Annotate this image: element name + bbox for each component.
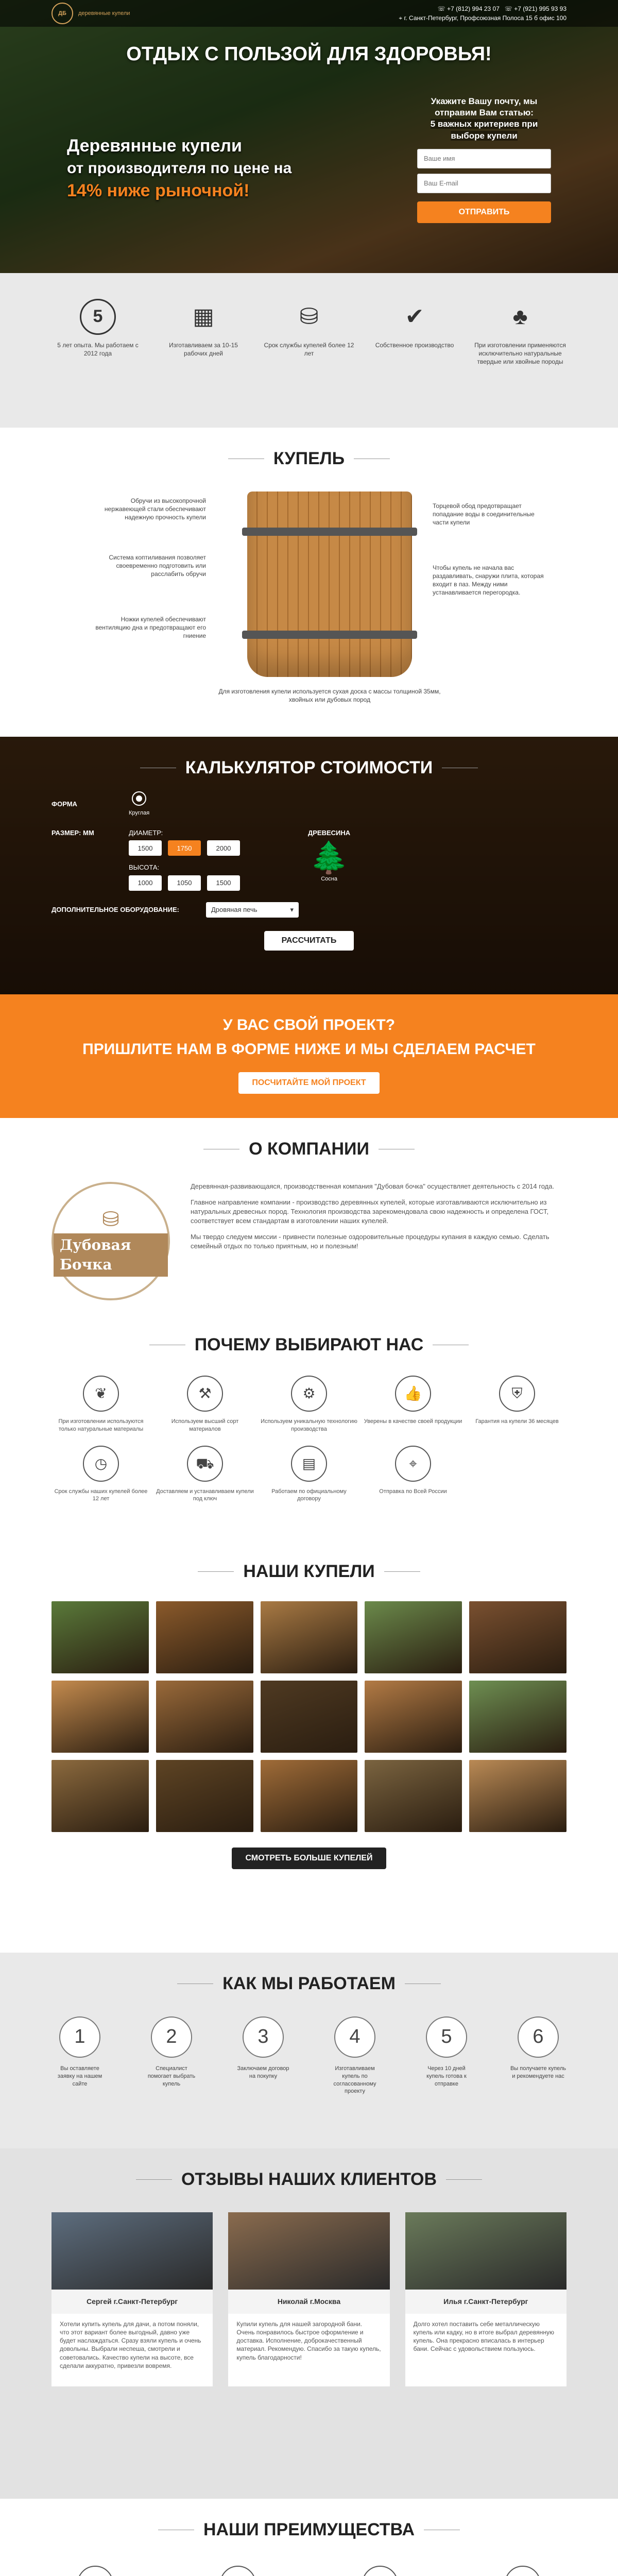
step-number: 3 [243,2016,284,2058]
hero-offer-line-2: от производителя по цене на [67,160,292,177]
how-title: КАК МЫ РАБОТАЕМ [52,1953,566,1996]
gallery-photo[interactable] [156,1681,253,1753]
feature-text: Срок службы купелей более 12 лет [264,342,354,358]
calculator-section [0,737,618,994]
tools-icon: ⚙ [291,1376,327,1412]
calc-title: КАЛЬКУЛЯТОР СТОИМОСТИ [52,737,566,780]
leaf-icon: ❦ [83,1376,119,1412]
gallery-photo[interactable] [365,1760,462,1832]
why-item [52,1376,150,1433]
brush-icon [362,2566,398,2576]
header-phone-2[interactable]: +7 (921) 995 93 93 [514,5,566,12]
hero-email-input[interactable] [417,174,551,193]
step-number: 6 [518,2016,559,2058]
kupel-footnote: Для изготовления купели используется сухая доска с массы толщиной 35мм, хвойных или дубовых пород [218,687,441,704]
feature-text: 5 лет опыта. Мы работаем с 2012 года [57,342,139,358]
hero-form [417,96,551,223]
review-photo [405,2212,566,2290]
gallery-photo[interactable] [365,1601,462,1673]
kupel-section [0,428,618,737]
wrench-icon [505,2566,541,2576]
step-number: 4 [334,2016,375,2058]
step-text: Через 10 дней купель готова к отправке [426,2065,467,2087]
adv-item [52,2566,139,2576]
why-text: Работаем по официальному договору [271,1488,347,1502]
how-section [0,1953,618,2148]
diameter-option[interactable]: 2000 [207,840,240,856]
kupel-title: КУПЕЛЬ [52,428,566,471]
project-line-1: У ВАС СВОЙ ПРОЕКТ? [222,1016,396,1033]
how-step [52,2016,108,2095]
why-item [364,1376,462,1433]
how-step [143,2016,200,2095]
feature-item [52,299,144,366]
about-logo [52,1182,170,1300]
why-text: Гарантия на купели 36 месяцев [475,1418,559,1425]
features-section [0,273,618,428]
reviews-section [0,2148,618,2499]
review-text: Долго хотел поставить себе металлическую купель или кадку, но в итоге выбрал деревянную купель. Она прекрасно вписалась в интерьер бани. Сейчас с удовольствием пользуюсь. [413,2320,554,2353]
barrel-icon: ⛁ [102,1208,119,1231]
step-text: Вы оставляете заявку на нашем сайте [57,2065,102,2087]
calc-wood-value: Сосна [321,876,337,883]
gallery-photo[interactable] [365,1681,462,1753]
why-text: Отправка по Всей России [379,1488,447,1495]
diameter-option[interactable]: 1500 [129,840,162,856]
calc-form-value: Круглая [129,809,150,816]
gallery-photo[interactable] [261,1601,358,1673]
calc-submit-button[interactable]: РАССЧИТАТЬ [264,931,354,951]
how-step [418,2016,475,2095]
calendar-icon: ▦ [193,304,214,330]
calc-height-label: ВЫСОТА: [129,863,160,872]
step-text: Заключаем договор на покупку [237,2065,289,2079]
kupel-note-3: Ножки купелей обеспечивают вентиляцию дна и предотвращают его гниение [95,615,206,640]
gallery-photo[interactable] [261,1760,358,1832]
gallery-more-button[interactable]: СМОТРЕТЬ БОЛЬШЕ КУПЕЛЕЙ [232,1848,386,1869]
header-address: г. Санкт-Петербург, Профсоюзная Полоса 15 б офис 100 [404,14,566,22]
map-pin-icon: ⌖ [399,14,404,22]
why-text: Доставляем и устанавливаем купели под ключ [156,1488,254,1502]
project-section [0,994,618,1118]
review-author: Илья г.Санкт-Петербург [405,2290,566,2314]
hero-form-title-text: Укажите Вашу почту, мы отправим Вам статью: [431,96,538,118]
kupel-diagram [52,486,566,723]
why-item [156,1446,254,1503]
step-text: Изготавливаем купель по согласованному проекту [333,2065,376,2095]
hero-title: ОТДЫХ С ПОЛЬЗОЙ ДЛЯ ЗДОРОВЬЯ! [126,43,492,65]
review-author: Сергей г.Санкт-Петербург [52,2290,213,2314]
step-number: 1 [59,2016,100,2058]
header-contacts [399,4,566,23]
review-photo [52,2212,213,2290]
clock-icon: ◷ [83,1446,119,1482]
top-bar [0,0,618,27]
why-item [156,1376,254,1433]
gallery-photo[interactable] [469,1681,566,1753]
step-text: Вы получаете купель и рекомендуете нас [510,2065,566,2079]
feature-item [157,299,250,366]
adv-title: НАШИ ПРЕИМУЩЕСТВА [52,2499,566,2542]
hero-name-input[interactable] [417,149,551,168]
gallery-photo[interactable] [156,1601,253,1673]
height-option[interactable]: 1000 [129,875,162,891]
badge-5-icon: 5 [80,299,116,335]
feature-text: Собственное производство [375,342,454,349]
about-section [0,1118,618,1314]
logo[interactable] [52,3,130,24]
check-badge-icon: ✔ [405,304,424,330]
height-option[interactable]: 1500 [207,875,240,891]
project-line-2: ПРИШЛИТЕ НАМ В ФОРМЕ НИЖЕ И МЫ СДЕЛАЕМ РАСЧЕТ [82,1040,536,1058]
calc-extra-select[interactable] [206,902,299,918]
hammer-icon: ⚒ [187,1376,223,1412]
review-photo [228,2212,389,2290]
diameter-option[interactable]: 1750 [168,840,201,856]
review-card [228,2212,389,2386]
adv-item [194,2566,282,2576]
review-card [52,2212,213,2386]
feature-item [368,299,461,366]
hero-submit-button[interactable]: ОТПРАВИТЬ [417,201,551,223]
why-text: Используем уникальную технологию производства [261,1418,357,1432]
advantages-section [0,2499,618,2576]
review-author: Николай г.Москва [228,2290,389,2314]
adv-item [336,2566,424,2576]
why-item [52,1446,150,1503]
feature-text: При изготовлении применяются исключительно натуральные твердые или хвойные породы [474,342,566,366]
hero-offer-line-3: 14% ниже рыночной! [67,180,250,200]
gallery-title: НАШИ КУПЕЛИ [52,1540,566,1584]
step-number: 2 [151,2016,192,2058]
hero-form-title [417,96,551,141]
kupel-note-1: Обручи из высокопрочной нержавеющей стали обеспечивают надежную прочность купели [104,497,206,521]
why-text: Срок службы наших купелей более 12 лет [54,1488,148,1502]
gallery-photo[interactable] [156,1760,253,1832]
gallery-photo[interactable] [52,1601,149,1673]
about-paragraph-3: Мы твердо следуем миссии - привнести полезные оздоровительные процедуры купания в каждую семью. Сделать семейный отдых по только приятным, но и полезным! [191,1233,550,1250]
review-card [405,2212,566,2386]
calc-size-label: РАЗМЕР: ММ [52,828,94,837]
calc-extra-label: ДОПОЛНИТЕЛЬНОЕ ОБОРУДОВАНИЕ: [52,906,179,914]
why-title: ПОЧЕМУ ВЫБИРАЮТ НАС [52,1314,566,1357]
kupel-note-4: Торцевой обод предотвращает попадание воды в соединительные части купели [433,502,535,527]
hero-offer-line-1: Деревянные купели [67,136,242,156]
hero-form-title-bold: 5 важных критериев при выборе купели [430,119,538,141]
thumb-up-icon: 👍 [395,1376,431,1412]
hero-offer [67,134,291,202]
how-step [235,2016,291,2095]
why-item [260,1446,358,1503]
review-text: Купили купель для нашей загородной бани. Очень понравилось быстрое оформление и доставка. Исполнение, доброкачественный материал. Рекомендую. Спасибо за такую купель, купель благодарности! [236,2320,381,2361]
about-paragraph-1: Деревянная-развивающаяся, производственная компания "Дубовая бочка" осуществляет деятельность с 2014 года. [191,1182,555,1190]
why-item [468,1376,566,1433]
document-icon: ▤ [291,1446,327,1482]
how-step [327,2016,383,2095]
review-text: Хотели купить купель для дачи, а потом поняли, что этот вариант более выгодный, давно уже будет наслаждаться. Сразу взяли купель и очень довольны. Выбрали неспеша, смотрели и советовались. Качество купели на высоте, все сделали аккуратно, привезли вовремя. [60,2320,201,2369]
why-text: При изготовлении используются только натуральные материалы [58,1418,144,1432]
gallery-photo[interactable] [469,1601,566,1673]
gallery-photo[interactable] [261,1681,358,1753]
shield-icon: ⛨ [499,1376,535,1412]
why-text: Уверены в качестве своей продукции [364,1418,462,1425]
tree-icon: ♣ [512,304,528,330]
gallery-photo[interactable] [52,1760,149,1832]
gallery-photo[interactable] [469,1760,566,1832]
crate-icon [220,2566,256,2576]
how-step [510,2016,566,2095]
why-section [0,1314,618,1540]
why-text: Используем высший сорт материалов [171,1418,239,1432]
logo-mark: ДБ [52,3,73,24]
barrel-icon: ⛁ [299,304,319,330]
about-paragraph-2: Главное направление компании - производство деревянных купелей, которые изготавливаются исключительно из натуральных древесных пород. Технология производства зарекомендовала свою надежность и определена ГОСТ, соответствует всем стандартам в изготовлении наших купелей. [191,1198,549,1225]
feature-item [474,299,566,366]
pine-tree-icon[interactable]: 🌲 [310,840,349,875]
kupel-note-2: Система коптиливания позволяет своевременно подготовить или расслабить обручи [109,553,206,578]
kupel-image [247,492,412,677]
logo-caption: деревянные купели [78,10,130,16]
calc-extra-value: Дровяная печь [211,906,258,914]
phone-icon-2: ☏ [504,5,514,12]
kupel-note-5: Чтобы купель не начала вас раздавливать, снаружи плита, которая входит в паз. Между ними устанавливается перегородка. [433,564,544,597]
about-logo-name: Дубовая Бочка [54,1233,168,1277]
why-item [364,1446,462,1503]
adv-item [479,2566,566,2576]
round-shape-radio[interactable] [132,791,146,806]
step-number: 5 [426,2016,467,2058]
chevron-down-icon: ▾ [290,906,294,914]
why-item [260,1376,358,1433]
map-pin-icon: ⌖ [395,1446,431,1482]
gallery-section [0,1540,618,1953]
feature-text: Изготавливаем за 10-15 рабочих дней [169,342,238,358]
calc-form-label: ФОРМА [52,800,77,808]
header-phone-1[interactable]: +7 (812) 994 23 07 [447,5,500,12]
reviews-title: ОТЗЫВЫ НАШИХ КЛИЕНТОВ [52,2148,566,2192]
project-button[interactable]: ПОСЧИТАЙТЕ МОЙ ПРОЕКТ [238,1072,379,1094]
calc-diameter-label: ДИАМЕТР: [129,828,163,837]
step-text: Специалист помогает выбрать купель [147,2065,196,2087]
plank-icon [77,2566,113,2576]
truck-icon: ⛟ [187,1446,223,1482]
gallery-photo[interactable] [52,1681,149,1753]
hero-section [0,0,618,273]
feature-item [263,299,355,366]
calc-wood-label: ДРЕВЕСИНА [308,828,351,837]
about-title: О КОМПАНИИ [52,1118,566,1161]
height-option[interactable]: 1050 [168,875,201,891]
phone-icon: ☏ [437,5,448,12]
